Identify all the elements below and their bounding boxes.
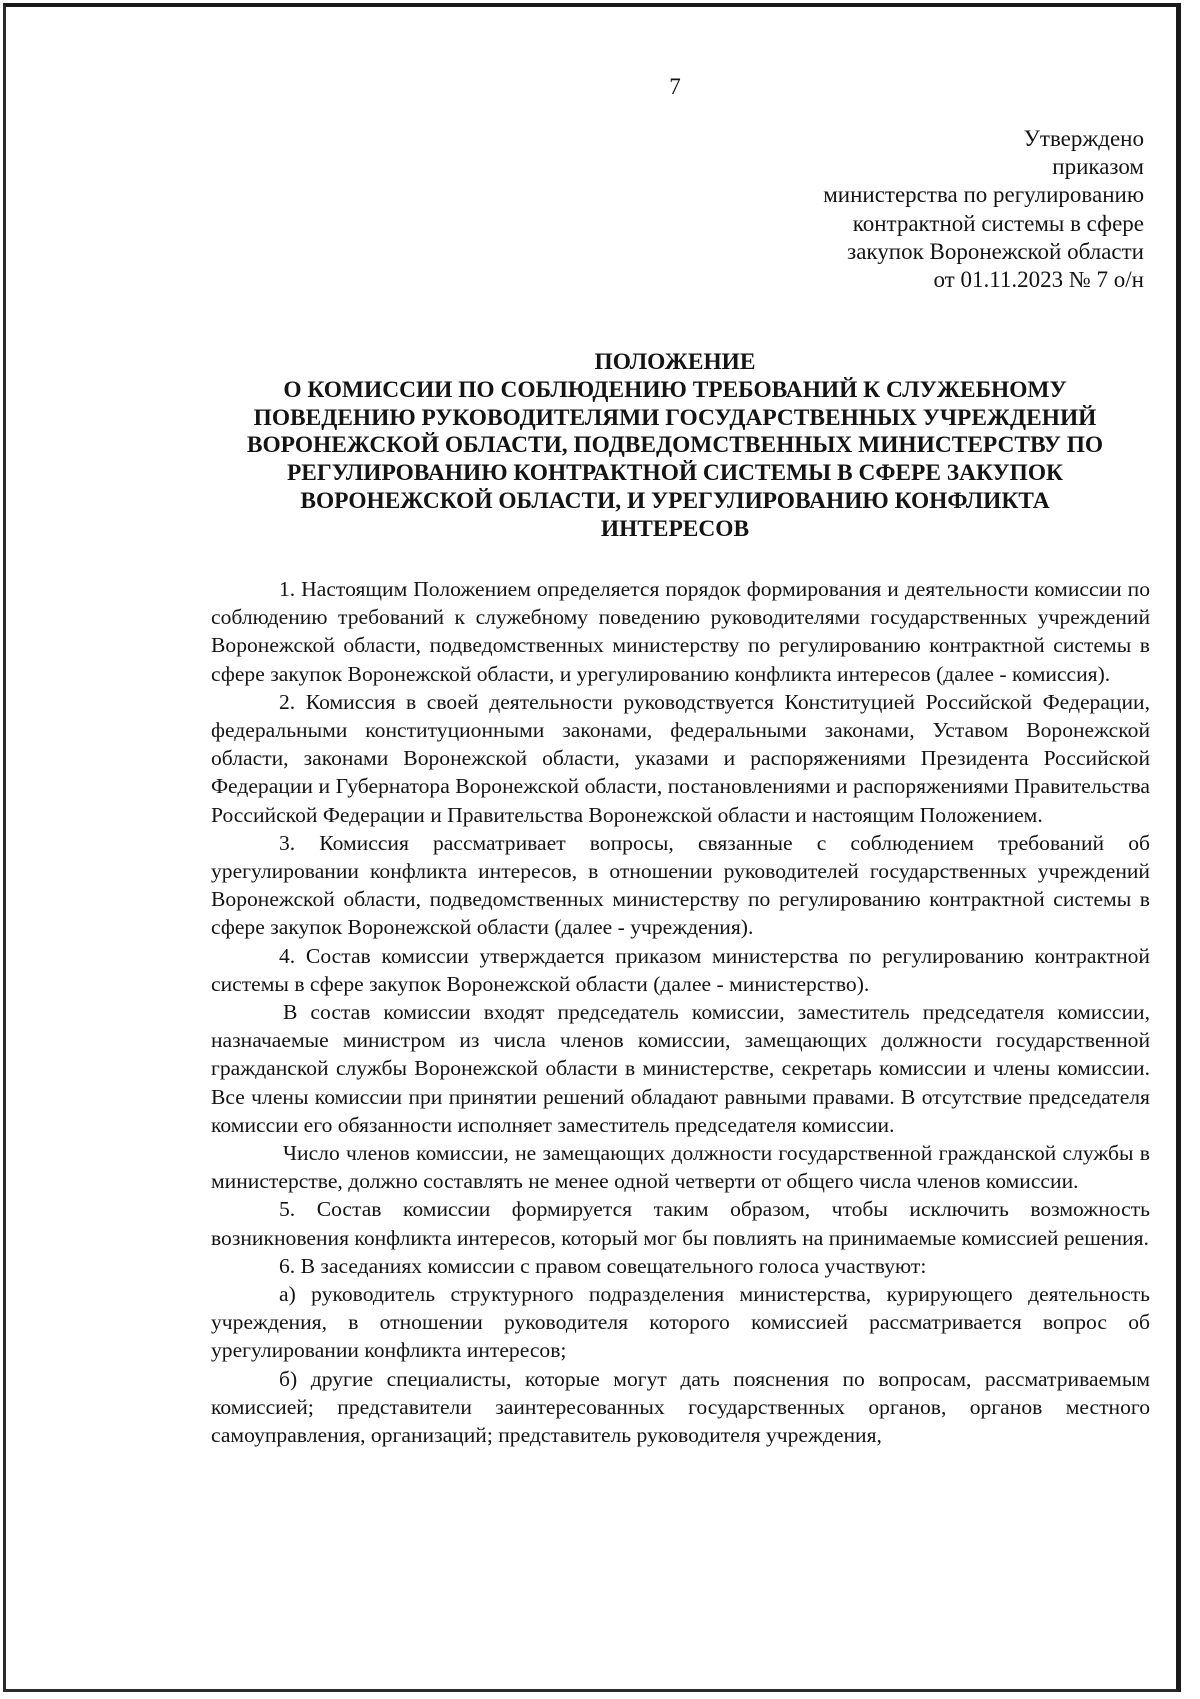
document-title — [200, 349, 1150, 544]
paragraph-4-composition: В состав комиссии входят председатель комиссии, заместитель председателя комиссии, назначаемые министром из числа членов комиссии, замещающих должности государственной гражданской службы Воронежской области в министерстве, секретарь комиссии и члены комиссии. Все члены комиссии при принятии решений обладают равными правами. В отсутствие председателя комиссии его обязанности исполняет заместитель председателя комиссии. — [211, 1000, 1150, 1137]
paragraph-1: 1. Настоящим Положением определяется порядок формирования и деятельности комиссии по соблюдению требований к служебному поведению руководителями государственных учреждений Воронежской области, подведомственных министерству по регулированию контрактной системы в сфере закупок Воронежской области, и урегулированию конфликта интересов (далее - комиссия). — [211, 577, 1150, 686]
paragraph-6b: б) другие специалисты, которые могут дать пояснения по вопросам, рассматриваемым комиссией; представители заинтересованных государственных органов, органов местного самоуправления, организаций; представитель руководителя учреждения, — [211, 1366, 1150, 1448]
title-line: ВОРОНЕЖСКОЙ ОБЛАСТИ, И УРЕГУЛИРОВАНИЮ КОНФЛИКТА — [300, 487, 1050, 514]
paragraph-6: 6. В заседаниях комиссии с правом совещательного голоса участвуют: — [279, 1253, 927, 1278]
approval-line: Утверждено — [1023, 126, 1144, 151]
paragraph-5: 5. Состав комиссии формируется таким образом, чтобы исключить возможность возникновения конфликта интересов, который мог бы повлиять на принимаемые комиссией решения. — [211, 1197, 1150, 1250]
approval-line: закупок Воронежской области — [847, 238, 1144, 264]
approval-line: министерства по регулированию — [823, 182, 1144, 208]
title-line: ПОВЕДЕНИЮ РУКОВОДИТЕЛЯМИ ГОСУДАРСТВЕННЫХ УЧРЕЖДЕНИЙ — [253, 404, 1097, 431]
approval-line: приказом — [1052, 154, 1144, 180]
title-line: ИНТЕРЕСОВ — [600, 515, 750, 542]
paragraph-4-members: Число членов комиссии, не замещающих должности государственной гражданской службы в министерстве, должно составлять не менее одной четверти от общего числа членов комиссии. — [211, 1141, 1150, 1194]
approval-stamp — [724, 125, 1144, 294]
title-line: РЕГУЛИРОВАНИЮ КОНТРАКТНОЙ СИСТЕМЫ В СФЕРЕ ЗАКУПОК — [286, 460, 1064, 487]
page-number: 7 — [669, 74, 681, 99]
paragraph-6a: а) руководитель структурного подразделения министерства, курирующего деятельность учреждения, в отношении руководителя которого комиссией рассматривается вопрос об урегулировании конфликта интересов; — [211, 1282, 1150, 1363]
document-body — [211, 575, 1150, 1449]
title-line: О КОМИССИИ ПО СОБЛЮДЕНИЮ ТРЕБОВАНИЙ К СЛУЖЕБНОМУ — [283, 376, 1067, 403]
paragraph-3: 3. Комиссия рассматривает вопросы, связанные с соблюдением требований об урегулировании конфликта интересов, в отношении руководителей государственных учреждений Воронежской области, подведомственных министерству по регулированию контрактной системы в сфере закупок Воронежской области (далее - учреждения). — [211, 830, 1150, 940]
paragraph-4: 4. Состав комиссии утверждается приказом министерства по регулированию контрактной системы в сфере закупок Воронежской области (далее - министерство). — [211, 943, 1150, 996]
title-line: ВОРОНЕЖСКОЙ ОБЛАСТИ, ПОДВЕДОМСТВЕННЫХ МИНИСТЕРСТВУ ПО — [246, 432, 1104, 459]
title-line: ПОЛОЖЕНИЕ — [594, 349, 756, 375]
approval-line: контрактной системы в сфере — [852, 210, 1144, 236]
paragraph-2: 2. Комиссия в своей деятельности руководствуется Конституцией Российской Федерации, федеральными конституционными законами, федеральными законами, Уставом Воронежской области, законами Воронежской области, указами и распоряжениями Президента Российской Федерации и Губернатора Воронежской области, постановлениями и распоряжениями Правительства Российской Федерации и Правительства Воронежской области и настоящим Положением. — [211, 689, 1150, 827]
approval-line: от 01.11.2023 № 7 о/н — [933, 267, 1144, 293]
